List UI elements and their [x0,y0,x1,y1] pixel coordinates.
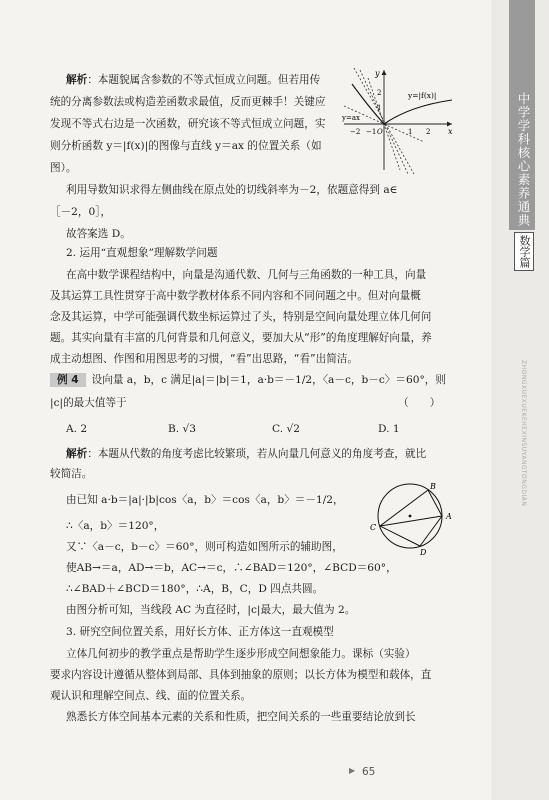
analysis-2-line-2: 较简洁。 [50,468,93,480]
subject-tag: 数学篇 [514,232,534,271]
side-cb [380,490,428,526]
x-axis-label: x [448,127,453,136]
x-tick-1: 1 [408,128,413,136]
derive-line-1: 利用导数知识求得左侧曲线在原点处的切线斜率为－2，依题意得到 a∈ [66,184,398,196]
example-4-line-2: |c|的最大值等于 [50,397,127,409]
section-3-heading: 3. 研究空间位置关系，用好长方体、正方体这一直观模型 [66,626,334,638]
answer-parens: （ ） [398,397,441,409]
vector-c [380,516,442,526]
solution-line-1: 由已知 a·b＝|a|·|b|cos〈a，b〉＝cos〈a，b〉＝－1/2， [66,494,344,506]
y-tick-2: 2 [377,89,382,97]
option-d: D. 1 [378,423,400,435]
p2-line-1: 在高中数学课程结构中，向量是沟通代数、几何与三角函数的一种工具，向量 [66,269,427,281]
example-4-line-1 [50,373,446,387]
x-tick-neg1: −1 [366,128,377,136]
option-a: A. 2 [66,423,88,435]
p2-line-2: 及其运算工具性贯穿于高中数学教材体系不同内容和不同问题之中。但对向量概 [50,290,421,302]
curve-label: y=|f(x)| [408,91,437,100]
origin-label: O [377,128,383,136]
p3-line-2: 要求内容设计遵循从整体到局部、具体到抽象的原则；以长方体为模型和载体，直 [50,669,432,681]
section-2-heading: 2. 运用“直观想象”理解数学问题 [66,247,218,259]
analysis-1-line-2: 统的分离参数法或构造差函数求最值，反而更棘手！关键应 [50,96,326,108]
point-b: B [430,482,436,491]
function-graph [338,66,456,174]
solution-line-3: 又∵〈a－c，b－c〉＝60°，则可构造如图所示的辅助图， [66,541,343,553]
point-d: D [420,548,427,556]
point-c: C [370,523,377,532]
analysis-1-line-5: 图）。 [50,162,77,174]
book-title: 中学学科核心素养通典 [516,92,531,227]
p2-line-4: 题。其实向量有丰富的几何背景和几何意义，要加大从“形”的角度理解好向量，养 [50,332,432,344]
x-tick-neg2: −2 [350,128,361,136]
p4-line-1: 熟悉长方体空间基本元素的关系和性质，把空间关系的一些重要结论放到长 [66,711,416,723]
y-axis-label: y [375,69,380,78]
x-axis-arrow [447,122,452,127]
solution-line-4: 使AB→＝a，AD→＝b，AC→＝c，∴∠BAD＝120°，∠BCD＝60°， [66,562,397,574]
answer-1: 故答案选 D。 [66,228,131,240]
analysis-1-line-4: 则分析函数 y＝|f(x)|的图像与直线 y＝ax 的位置关系（如 [50,140,322,152]
solution-line-2: ∴〈a，b〉＝120°， [66,520,165,532]
vector-a [428,490,442,516]
side-cd [380,526,420,546]
y-axis-arrow [382,70,387,75]
curve-abs-f [352,84,452,124]
analysis-2-line-1 [66,447,426,461]
page-arrow-icon: ▶ [349,766,356,775]
p3-line-3: 观认识和理解空间点、线、面的位置关系。 [50,690,252,702]
p2-line-5: 成主动想图、作图和用图思考的习惯，“看”出思路，“看”出简洁。 [50,353,358,365]
solution-line-6: 由图分析可知，当线段 AC 为直径时，|c|最大，最大值为 2。 [66,604,356,616]
point-a: A [446,512,452,521]
x-tick-2: 2 [426,128,431,136]
option-c: C. √2 [272,423,300,435]
line-label: y=ax [342,114,360,122]
option-b: B. √3 [168,423,197,435]
solution-line-5: ∴∠BAD＋∠BCD＝180°，∴A，B，C，D 四点共圆。 [66,583,324,595]
derive-line-2: ［－2，0］， [50,206,112,218]
analysis-1-line-1 [66,73,320,87]
p3-line-1: 立体几何初步的教学重点是帮助学生逐步形成空间想象能力。课标（实验） [66,648,416,660]
circle-figure [368,482,458,556]
analysis-1-line-3: 发现不等式右边是一次函数，研究该不等式恒成立问题，实 [50,118,326,130]
analysis-label: 解析 [66,74,88,86]
p2-line-3: 念及其运算，中学可能强调代数坐标运算过了头，特别是空间向量处理立体几何问 [50,311,432,323]
example-4-badge: 例 4 [50,373,86,387]
circle-center [409,515,412,518]
page-number: 65 [362,766,376,778]
book-pinyin: ZHONGXUEXUEKEHEXINSUYANGTONGDIAN [520,360,527,507]
example-4-stem: 设向量 a，b，c 满足|a|＝|b|＝1，a·b＝－1/2，〈a－c，b－c〉＝60°，则 [91,374,446,386]
y-tick-1: 1 [377,104,382,112]
analysis-1-text: ：本题貌属含参数的不等式恒成立问题。但若用传 [87,74,321,86]
analysis-2-text: ：本题从代数的角度考虑比较繁琐，若从向量几何意义的角度考查，就比 [87,448,427,460]
analysis-2-label: 解析 [66,448,88,460]
